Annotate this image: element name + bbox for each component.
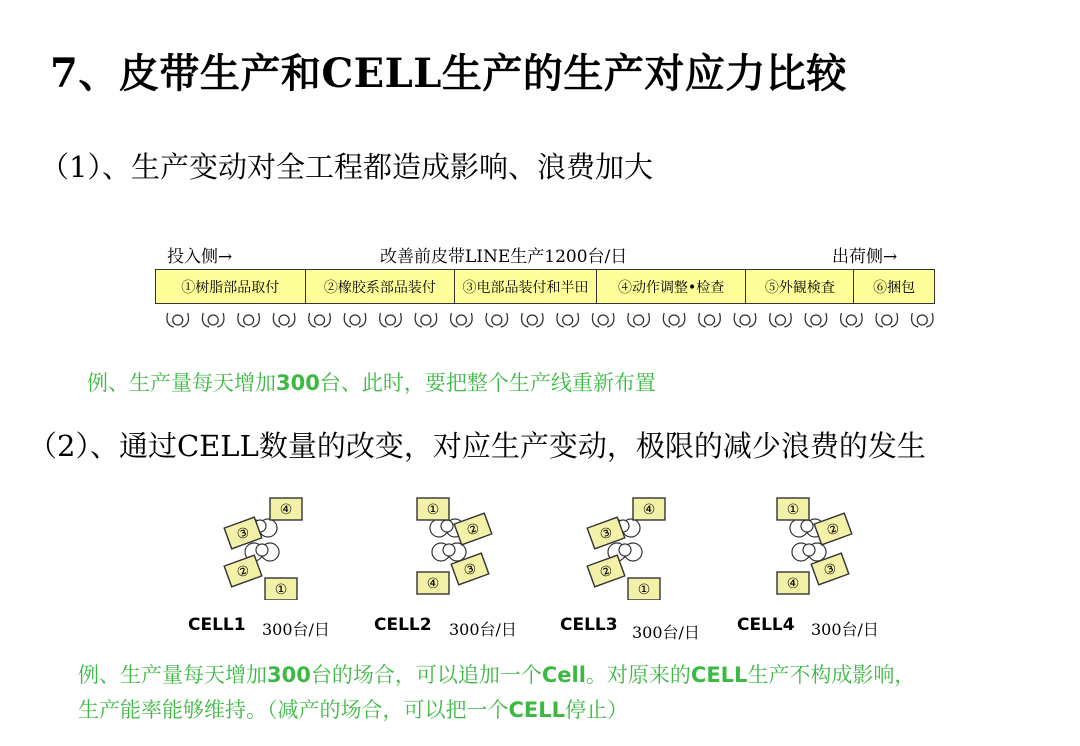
- worker-icon: [238, 313, 260, 327]
- cell2-rate: 300台/日: [449, 620, 517, 639]
- section1-heading: （1）、生产变动对全工程都造成影响、浪费加大: [40, 150, 653, 184]
- belt-line-workers: [160, 309, 940, 331]
- station-6: ⑥捆包: [873, 279, 916, 296]
- cell-station-label: ②: [597, 562, 615, 582]
- station-1: ①树脂部品取付: [156, 270, 306, 303]
- cell1-diagram: [215, 490, 315, 600]
- cell-station-label: ④: [786, 576, 800, 592]
- cell4-layout: [762, 490, 862, 600]
- cell-station: [417, 498, 449, 520]
- worker-icon: [202, 313, 224, 327]
- cell-station: [265, 578, 297, 600]
- cell4-name: CELL4: [737, 615, 795, 635]
- cell-station-label: ②: [234, 562, 252, 582]
- cell-station-label: ④: [279, 502, 293, 518]
- output-side-label: 出荷侧→: [832, 247, 898, 267]
- worker-icon: [273, 313, 295, 327]
- cell3-layout: [578, 490, 678, 600]
- worker-icon: [557, 313, 579, 327]
- cell-station: [777, 572, 809, 594]
- cell3-rate: 300台/日: [632, 623, 700, 642]
- worker-icon: [734, 313, 756, 327]
- operator-icon: [792, 543, 826, 561]
- worker-icon: [770, 313, 792, 327]
- cell-station-label: ④: [642, 502, 656, 518]
- cell-station: [454, 513, 492, 545]
- worker-icon: [415, 313, 437, 327]
- cell4-diagram: [762, 490, 862, 600]
- cell2-diagram: [402, 490, 502, 600]
- station-4: ④动作调整•检查: [597, 270, 747, 303]
- cell-station: [628, 578, 660, 600]
- line-production-label: 改善前皮带LINE生产1200台/日: [380, 247, 628, 267]
- page-title: 7、皮带生产和CELL生产的生产对应力比较: [50, 50, 847, 97]
- cell2-layout: [402, 490, 502, 600]
- cell-station-label: ①: [274, 582, 288, 598]
- cell-station-label: ③: [821, 560, 839, 580]
- cell2-name: CELL2: [374, 615, 432, 635]
- cell-station: [587, 517, 625, 549]
- cell-station-label: ②: [464, 520, 482, 540]
- cell-station-label: ①: [637, 582, 651, 598]
- station-5: ⑤外観検査: [746, 270, 854, 303]
- cell-station: [451, 553, 489, 585]
- cell-station: [270, 498, 302, 520]
- worker-icon: [699, 313, 721, 327]
- cell-station: [633, 498, 665, 520]
- station-2: ②橡胶系部品装付: [306, 270, 456, 303]
- cell-station-label: ③: [597, 524, 615, 544]
- worker-icon: [663, 313, 684, 327]
- worker-icon: [876, 313, 898, 327]
- cell-station: [587, 555, 625, 587]
- cell-station-label: ④: [426, 576, 440, 592]
- cell-station: [814, 513, 852, 545]
- cell-station: [224, 517, 262, 549]
- section2-example-line1: 例、生产量每天增加300台的场合，可以追加一个Cell。对原来的CELL生产不构成影响，: [78, 663, 916, 687]
- worker-icon: [380, 313, 402, 327]
- worker-icon: [522, 313, 544, 327]
- cell-station: [777, 498, 809, 520]
- cell1-layout: [215, 490, 315, 600]
- section2-example-line2: 生产能率能够维持。（减产的场合，可以把一个CELL停止）: [78, 698, 629, 722]
- cell-station-label: ③: [461, 560, 479, 580]
- worker-icon: [486, 313, 508, 327]
- input-side-label: 投入侧→: [167, 247, 233, 267]
- worker-icon: [841, 313, 863, 327]
- worker-icon: [592, 313, 614, 327]
- cell3-diagram: [578, 490, 678, 600]
- cell-station: [417, 572, 449, 594]
- cell4-rate: 300台/日: [811, 620, 879, 639]
- cell-station: [811, 553, 849, 585]
- worker-icon: [167, 313, 188, 327]
- worker-icon: [912, 313, 934, 327]
- cell-station-label: ①: [786, 502, 800, 518]
- worker-icon: [805, 313, 827, 327]
- cell-station: [224, 555, 262, 587]
- operator-icon: [432, 543, 466, 561]
- belt-line-stations: [155, 269, 935, 304]
- cell3-name: CELL3: [560, 615, 618, 635]
- worker-icon: [628, 313, 650, 327]
- station-3: ③电部品装付和半田: [455, 270, 597, 303]
- cell1-name: CELL1: [188, 615, 246, 635]
- cell-station-label: ②: [824, 520, 842, 540]
- worker-icon: [451, 313, 473, 327]
- worker-icon: [309, 313, 331, 327]
- section2-heading: （2）、通过CELL数量的改变，对应生产变动，极限的减少浪费的发生: [28, 429, 926, 463]
- cell1-rate: 300台/日: [262, 620, 330, 639]
- section1-example: 例、生产量每天增加300台、此时，要把整个生产线重新布置: [87, 371, 656, 395]
- cell-station-label: ①: [426, 502, 440, 518]
- worker-icon: [344, 313, 366, 327]
- cell-station-label: ③: [234, 524, 252, 544]
